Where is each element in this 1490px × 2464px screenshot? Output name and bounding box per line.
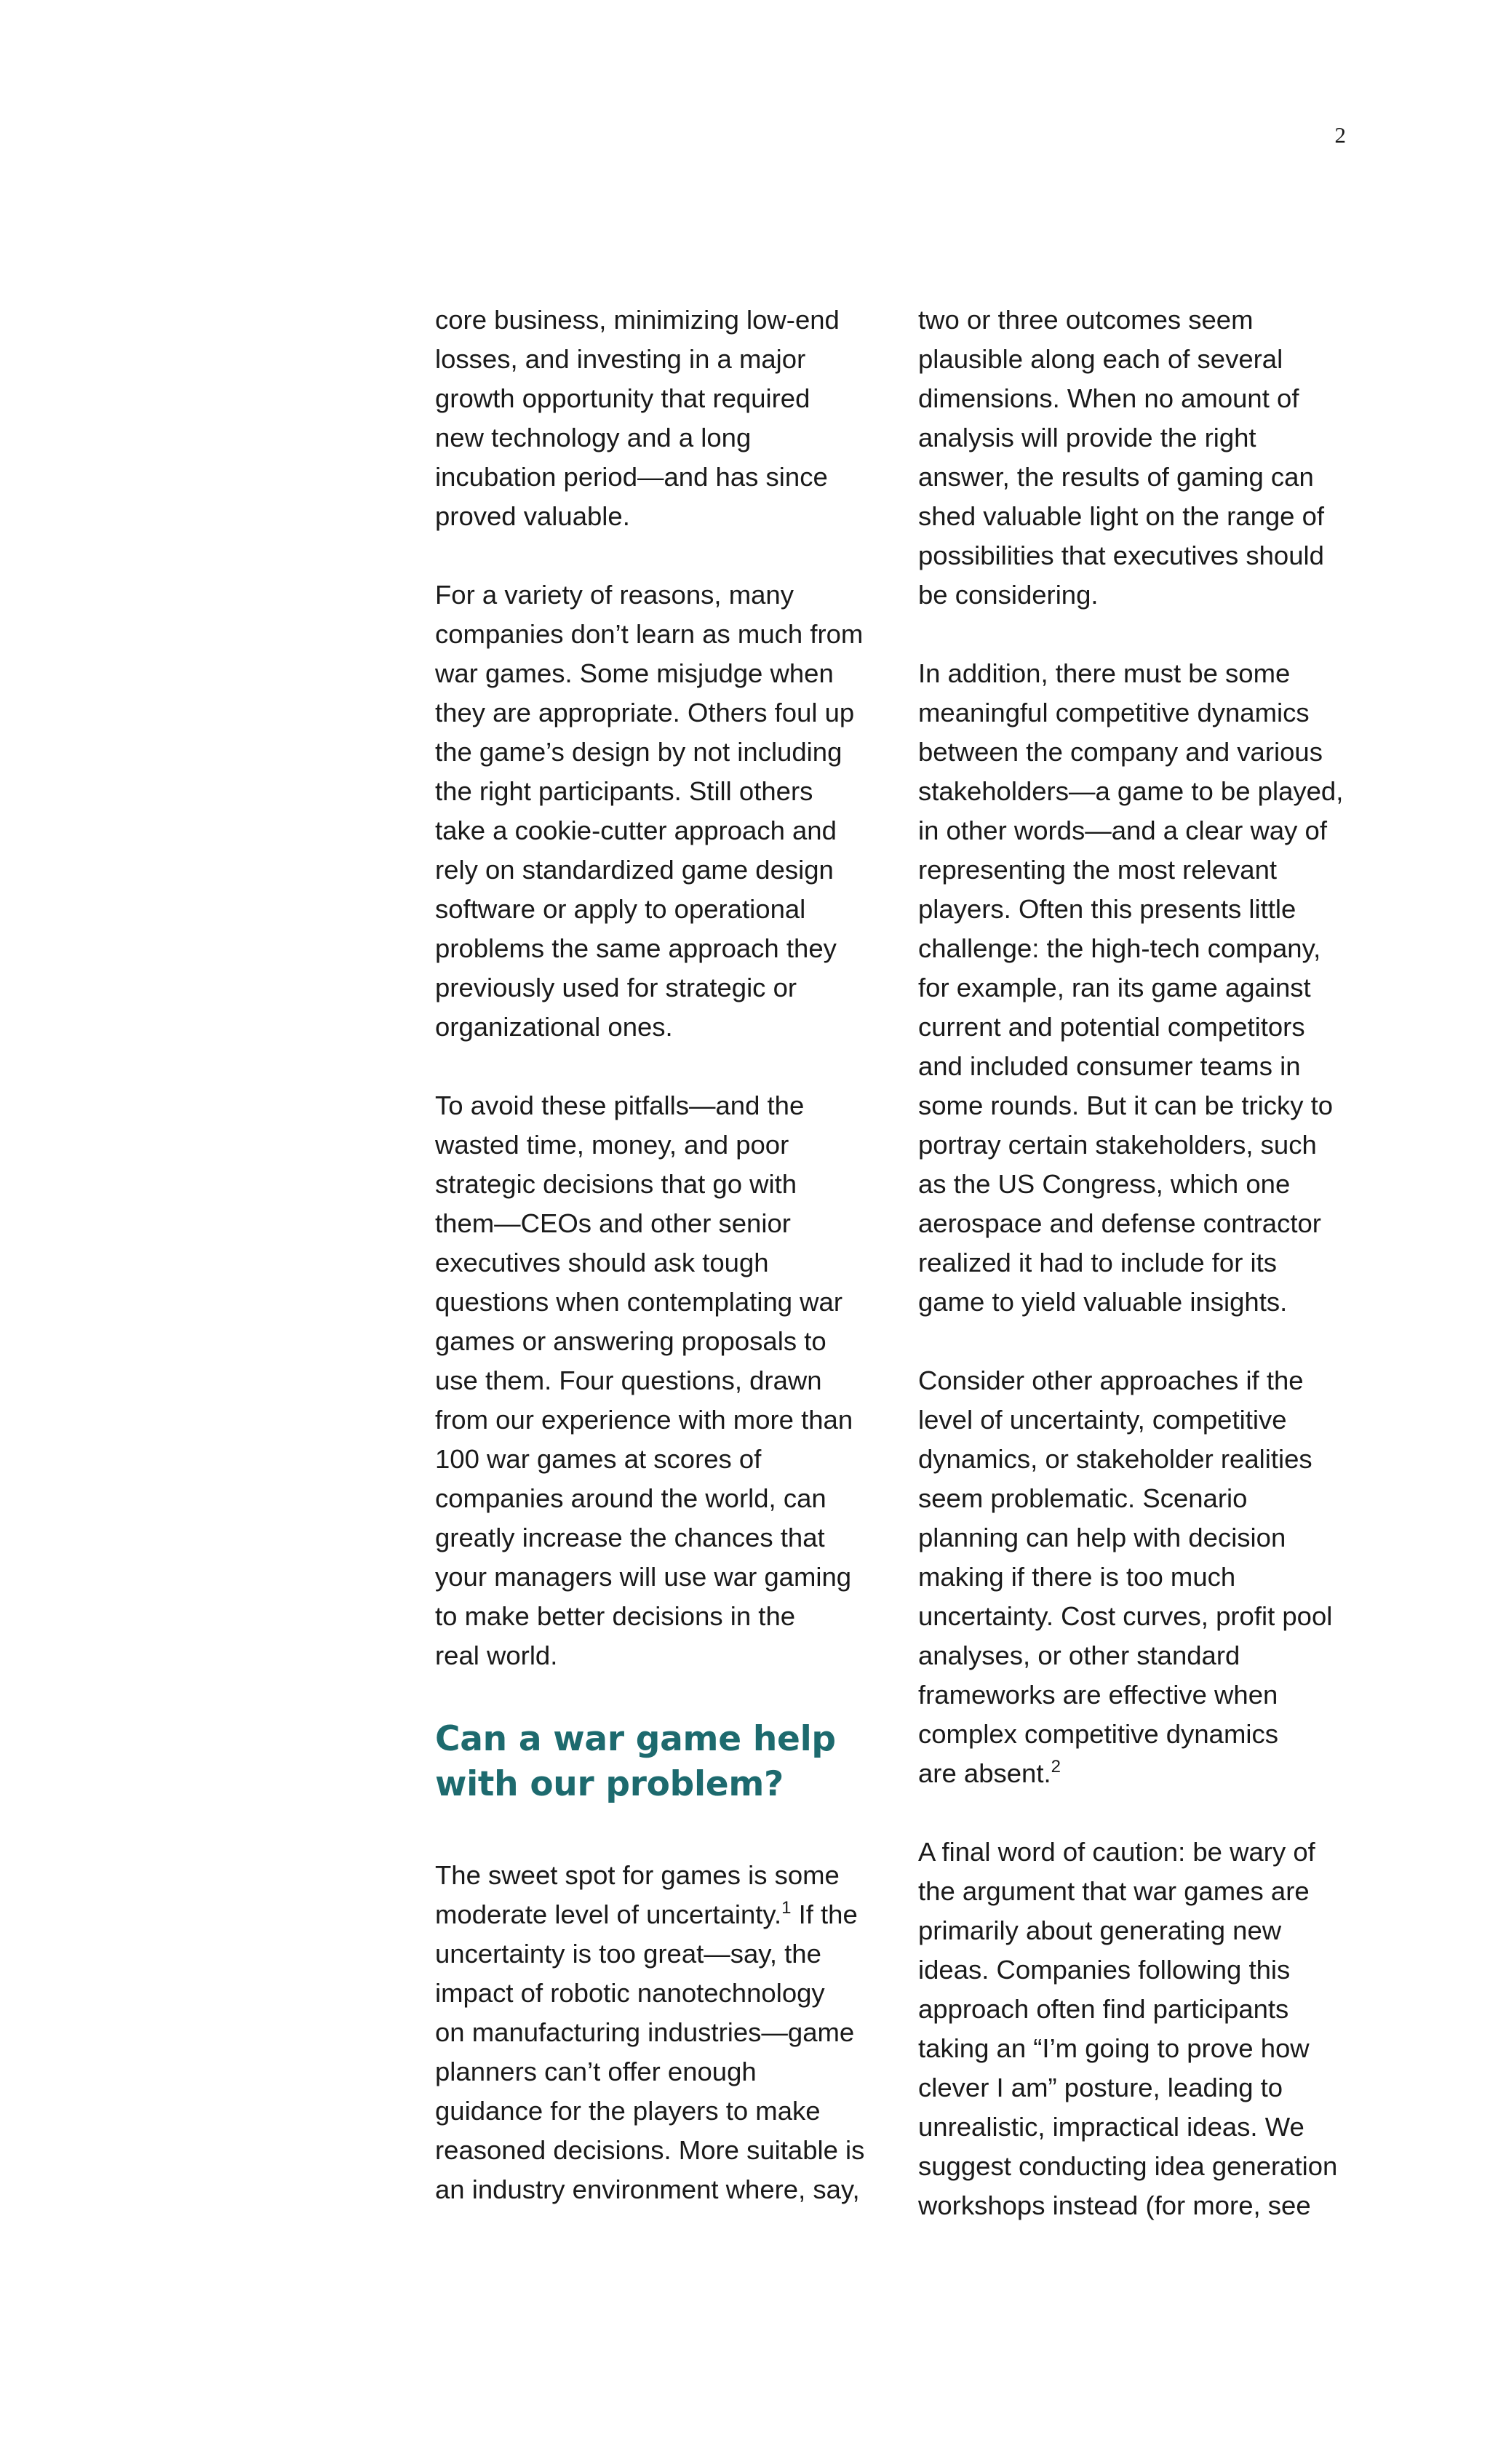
right-paragraph-3-lines: [918, 1361, 1384, 1754]
text-line: impact of robotic nanotechnology: [435, 1978, 825, 2008]
text-line: incubation period—and has since: [435, 462, 828, 492]
text-line: greatly increase the chances that: [435, 1523, 825, 1552]
text-line: analysis will provide the right: [918, 423, 1256, 452]
text-line: realized it had to include for its: [918, 1248, 1278, 1277]
text-line: planners can’t offer enough: [435, 2057, 757, 2086]
text-line: players. Often this presents little: [918, 894, 1296, 924]
text-line: them—CEOs and other senior: [435, 1208, 791, 1238]
left-paragraph-4-rest: [435, 1934, 901, 2209]
text-line: two or three outcomes seem: [918, 305, 1254, 335]
text-line: A final word of caution: be wary of: [918, 1837, 1315, 1867]
text-line: new technology and a long: [435, 423, 752, 452]
text-line: workshops instead (for more, see: [918, 2190, 1311, 2220]
text-line: proved valuable.: [435, 501, 630, 531]
text-line: clever I am” posture, leading to: [918, 2073, 1283, 2102]
text-line: unrealistic, impractical ideas. We: [918, 2112, 1304, 2142]
text-line: the argument that war games are: [918, 1876, 1310, 1906]
text-line: In addition, there must be some: [918, 658, 1291, 688]
text-line: the game’s design by not including: [435, 737, 842, 767]
text-line: some rounds. But it can be tricky to: [918, 1091, 1334, 1120]
footnote-marker-1[interactable]: 1: [781, 1898, 792, 1918]
section-heading: [435, 1717, 901, 1807]
text-line: shed valuable light on the range of: [918, 501, 1325, 531]
text-line: meaningful competitive dynamics: [918, 698, 1310, 727]
text-line: be considering.: [918, 580, 1099, 610]
text-line: rely on standardized game design: [435, 855, 834, 885]
text-line: dimensions. When no amount of: [918, 383, 1299, 413]
text-line: approach often find participants: [918, 1994, 1289, 2024]
text-line: previously used for strategic or: [435, 973, 797, 1002]
text-line: losses, and investing in a major: [435, 344, 806, 374]
text-line: ideas. Companies following this: [918, 1955, 1291, 1985]
text-line: an industry environment where, say,: [435, 2174, 860, 2204]
right-paragraph-1: [918, 300, 1384, 615]
text-line: challenge: the high-tech company,: [918, 933, 1321, 963]
text-line: games or answering proposals to: [435, 1326, 826, 1356]
text-line: For a variety of reasons, many: [435, 580, 794, 610]
text-line: portray certain stakeholders, such: [918, 1130, 1317, 1160]
text-line: reasoned decisions. More suitable is: [435, 2135, 865, 2165]
text-line: core business, minimizing low-end: [435, 305, 840, 335]
text-line: seem problematic. Scenario: [918, 1483, 1248, 1513]
text-line: complex competitive dynamics: [918, 1719, 1278, 1749]
text-line: war games. Some misjudge when: [435, 658, 834, 688]
text-line: suggest conducting idea generation: [918, 2151, 1338, 2181]
text-line: companies don’t learn as much from: [435, 619, 864, 649]
text-line: answer, the results of gaming can: [918, 462, 1314, 492]
text-line: for example, ran its game against: [918, 973, 1311, 1002]
text-line: level of uncertainty, competitive: [918, 1405, 1287, 1435]
left-paragraph-4: [435, 1856, 901, 2209]
footnote-marker-2[interactable]: 2: [1051, 1757, 1061, 1777]
text-line: with our problem?: [435, 1764, 784, 1804]
text-line: executives should ask tough: [435, 1248, 769, 1277]
left-paragraph-1: [435, 300, 901, 536]
text-line: wasted time, money, and poor: [435, 1130, 789, 1160]
text-line: uncertainty. Cost curves, profit pool: [918, 1601, 1333, 1631]
text-line: To avoid these pitfalls—and the: [435, 1091, 805, 1120]
right-column: [918, 300, 1384, 2225]
left-paragraph-3: [435, 1086, 901, 1675]
text-line: 100 war games at scores of: [435, 1444, 762, 1474]
text-line: in other words—and a clear way of: [918, 816, 1327, 845]
text-line: problems the same approach they: [435, 933, 837, 963]
text-line: questions when contemplating war: [435, 1287, 842, 1317]
text-line: representing the most relevant: [918, 855, 1278, 885]
page-number: 2: [1334, 122, 1346, 148]
text-line: aerospace and defense contractor: [918, 1208, 1321, 1238]
text-line: making if there is too much: [918, 1562, 1236, 1592]
text-line: dynamics, or stakeholder realities: [918, 1444, 1312, 1474]
text-line: current and potential competitors: [918, 1012, 1305, 1042]
text-line: on manufacturing industries—game: [435, 2017, 855, 2047]
text-line: uncertainty is too great—say, the: [435, 1939, 821, 1969]
right-paragraph-3: [918, 1361, 1384, 1793]
text-line: software or apply to operational: [435, 894, 806, 924]
text-line: plausible along each of several: [918, 344, 1283, 374]
text-line: your managers will use war gaming: [435, 1562, 852, 1592]
text-line: The sweet spot for games is some: [435, 1860, 840, 1890]
text-fragment: moderate level of uncertainty.: [435, 1899, 782, 1929]
text-line-with-footnote: [435, 1895, 901, 1934]
text-line: game to yield valuable insights.: [918, 1287, 1288, 1317]
right-paragraph-2: [918, 654, 1384, 1322]
text-line: Can a war game help: [435, 1719, 836, 1759]
text-line: they are appropriate. Others foul up: [435, 698, 855, 727]
text-line: frameworks are effective when: [918, 1680, 1278, 1710]
text-line: analyses, or other standard: [918, 1640, 1240, 1670]
text-line: Consider other approaches if the: [918, 1365, 1304, 1395]
text-line: guidance for the players to make: [435, 2096, 821, 2126]
text-line: and included consumer teams in: [918, 1051, 1301, 1081]
text-line: companies around the world, can: [435, 1483, 826, 1513]
text-line-with-footnote: [918, 1754, 1384, 1793]
text-line: strategic decisions that go with: [435, 1169, 797, 1199]
text-line: organizational ones.: [435, 1012, 673, 1042]
text-line: planning can help with decision: [918, 1523, 1286, 1552]
text-line: from our experience with more than: [435, 1405, 853, 1435]
text-line: taking an “I’m going to prove how: [918, 2033, 1310, 2063]
text-line: stakeholders—a game to be played,: [918, 776, 1344, 806]
text-line: between the company and various: [918, 737, 1323, 767]
left-column: [435, 300, 901, 2209]
text-line: the right participants. Still others: [435, 776, 813, 806]
right-paragraph-4: [918, 1833, 1384, 2225]
text-line: use them. Four questions, drawn: [435, 1365, 822, 1395]
left-paragraph-2: [435, 575, 901, 1047]
text-line: as the US Congress, which one: [918, 1169, 1291, 1199]
text-fragment: If the: [791, 1899, 858, 1929]
text-line: growth opportunity that required: [435, 383, 810, 413]
text-line: to make better decisions in the: [435, 1601, 796, 1631]
text-line: primarily about generating new: [918, 1915, 1282, 1945]
text-line: possibilities that executives should: [918, 541, 1324, 570]
text-line: take a cookie-cutter approach and: [435, 816, 837, 845]
text-line: real world.: [435, 1640, 558, 1670]
text-fragment: are absent.: [918, 1758, 1051, 1788]
